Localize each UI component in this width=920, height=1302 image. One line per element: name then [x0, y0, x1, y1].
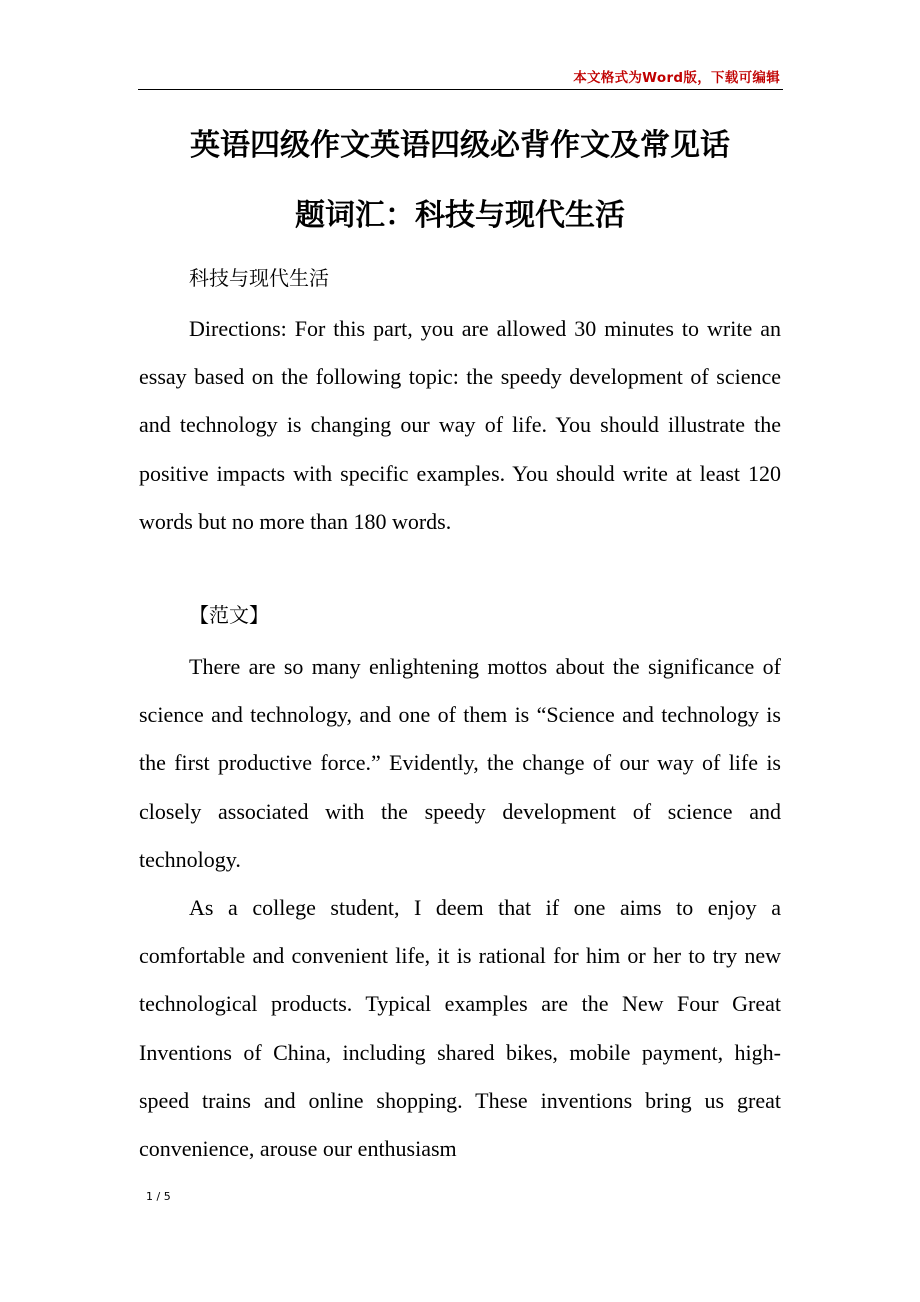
header-divider	[138, 89, 783, 90]
page-number: 1 / 5	[146, 1190, 171, 1203]
document-title-line-1: 英语四级作文英语四级必背作文及常见话	[190, 128, 730, 163]
section-subtitle: 科技与现代生活	[189, 266, 329, 290]
essay-paragraph-1: There are so many enlightening mottos about the significance of science and technology, and one of them is “Science and technology is the first productive force.” Evidently, the change of our way of life is closely associated with the speedy development of science and technology.	[139, 654, 781, 872]
essay-paragraph-2: As a college student, I deem that if one aims to enjoy a comfortable and convenient life, it is rational for him or her to try new technological products. Typical examples are the New Four Great Inventions of China, including shared bikes, mobile payment, high-speed trains and online shopping. These inventions bring us great convenience, arouse our enthusiasm	[139, 895, 781, 1162]
header-format-note: 本文格式为Word版，下载可编辑	[573, 70, 780, 86]
document-title-line-2: 题词汇：科技与现代生活	[295, 198, 625, 233]
sample-essay-label: 【范文】	[189, 603, 269, 627]
directions-paragraph: Directions: For this part, you are allowed 30 minutes to write an essay based on the following topic: the speedy development of science and technology is changing our way of life. You should illustrate the positive impacts with specific examples. You should write at least 120 words but no more than 180 words.	[139, 316, 781, 534]
